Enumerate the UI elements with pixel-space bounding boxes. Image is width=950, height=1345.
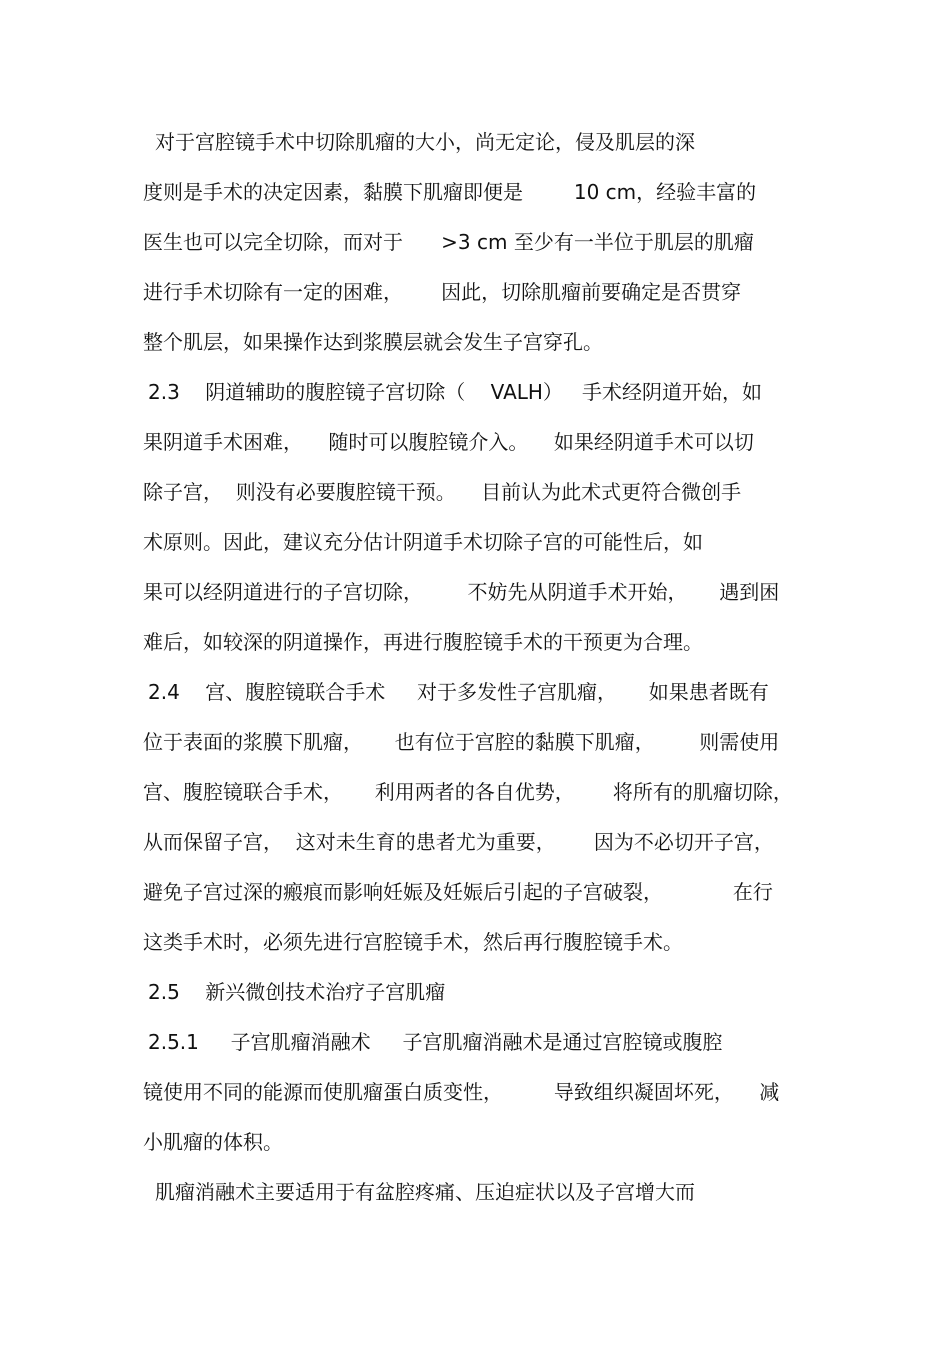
text-line: 果阴道手术困难， 随时可以腹腔镜介入。 如果经阴道手术可以切 — [143, 430, 754, 454]
text-line: 宫、腹腔镜联合手术， 利用两者的各自优势， 将所有的肌瘤切除， — [143, 780, 793, 804]
text-line: 医生也可以完全切除，而对于 >3 cm 至少有一半位于肌层的肌瘤 — [143, 230, 754, 254]
text-line: 肌瘤消融术主要适用于有盆腔疼痛、压迫症状以及子宫增大而 — [155, 1180, 695, 1204]
text-line: 进行手术切除有一定的困难， 因此，切除肌瘤前要确定是否贯穿 — [143, 280, 742, 304]
text-line: 除子宫， 则没有必要腹腔镜干预。 目前认为此术式更符合微创手 — [143, 480, 742, 504]
text-line: 从而保留子宫， 这对未生育的患者尤为重要， 因为不必切开子宫， — [143, 830, 774, 854]
section-heading-2-5: 2.5 新兴微创技术治疗子宫肌瘤 — [148, 980, 446, 1004]
section-heading-2-3: 2.3 阴道辅助的腹腔镜子宫切除（ VALH） 手术经阴道开始，如 — [148, 380, 763, 404]
text-line: 难后，如较深的阴道操作，再进行腹腔镜手术的干预更为合理。 — [143, 630, 703, 654]
text-line: 果可以经阴道进行的子宫切除， 不妨先从阴道手术开始， 遇到困 — [143, 580, 780, 604]
text-line: 术原则。因此，建议充分估计阴道手术切除子宫的可能性后，如 — [143, 530, 703, 554]
section-heading-2-4: 2.4 宫、腹腔镜联合手术 对于多发性子宫肌瘤， 如果患者既有 — [148, 680, 769, 704]
text-line: 小肌瘤的体积。 — [143, 1130, 283, 1154]
text-line: 避免子宫过深的瘢痕而影响妊娠及妊娠后引起的子宫破裂， 在行 — [143, 880, 773, 904]
text-line: 位于表面的浆膜下肌瘤， 也有位于宫腔的黏膜下肌瘤， 则需使用 — [143, 730, 780, 754]
text-line: 整个肌层，如果操作达到浆膜层就会发生子宫穿孔。 — [143, 330, 603, 354]
text-line: 对于宫腔镜手术中切除肌瘤的大小，尚无定论，侵及肌层的深 — [155, 130, 695, 154]
text-line: 这类手术时，必须先进行宫腔镜手术，然后再行腹腔镜手术。 — [143, 930, 683, 954]
text-line: 镜使用不同的能源而使肌瘤蛋白质变性， 导致组织凝固坏死， 减 — [143, 1080, 780, 1104]
section-heading-2-5-1: 2.5.1 子宫肌瘤消融术 子宫肌瘤消融术是通过宫腔镜或腹腔 — [148, 1030, 723, 1054]
text-line: 度则是手术的决定因素，黏膜下肌瘤即便是 10 cm，经验丰富的 — [143, 180, 757, 204]
